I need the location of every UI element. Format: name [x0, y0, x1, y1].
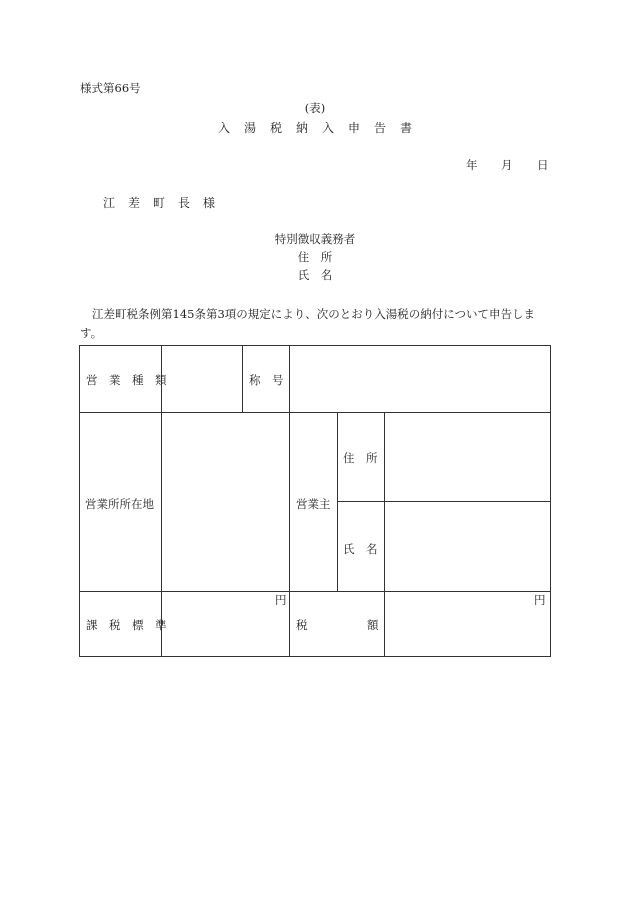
payer-role: 特別徴収義務者	[274, 232, 356, 246]
owner-row-divider	[337, 501, 550, 502]
declaration-text: 江差町税条例第145条第3項の規定により、次のとおり入湯税の納付について申告します。	[80, 307, 536, 340]
col-divider-label	[161, 346, 162, 656]
tax-amount-label-2: 額	[367, 618, 379, 632]
business-location-label: 営業所所在地	[85, 497, 154, 511]
owner-name-label: 氏 名	[343, 542, 378, 556]
date-month: 月	[501, 158, 513, 172]
payer-address-label: 住 所	[297, 250, 333, 264]
row-divider-1	[80, 412, 550, 413]
col-divider-mid	[289, 346, 290, 656]
col-divider-owner	[337, 412, 338, 591]
form-title: 入湯税納入申告書	[217, 121, 426, 135]
form-number: 様式第66号	[80, 81, 141, 95]
col-divider-type	[242, 346, 243, 412]
col-divider-value	[384, 412, 385, 656]
tax-base-label: 課 税 標 準	[86, 618, 167, 632]
business-name-label: 称 号	[249, 373, 284, 387]
tax-amount-label: 税	[296, 618, 308, 632]
tax-amount-yen: 円	[534, 593, 546, 607]
tax-base-yen: 円	[275, 593, 287, 607]
front-side-label: (表)	[304, 101, 326, 115]
owner-label: 営業主	[296, 497, 331, 511]
addressee: 江差町長様	[103, 196, 229, 210]
business-type-label: 営 業 種 類	[86, 373, 167, 387]
declaration-table	[79, 345, 551, 657]
date-year: 年	[466, 158, 478, 172]
payer-name-label: 氏 名	[297, 268, 333, 282]
owner-address-label: 住 所	[343, 451, 378, 465]
row-divider-2	[80, 591, 550, 592]
date-day: 日	[537, 158, 549, 172]
